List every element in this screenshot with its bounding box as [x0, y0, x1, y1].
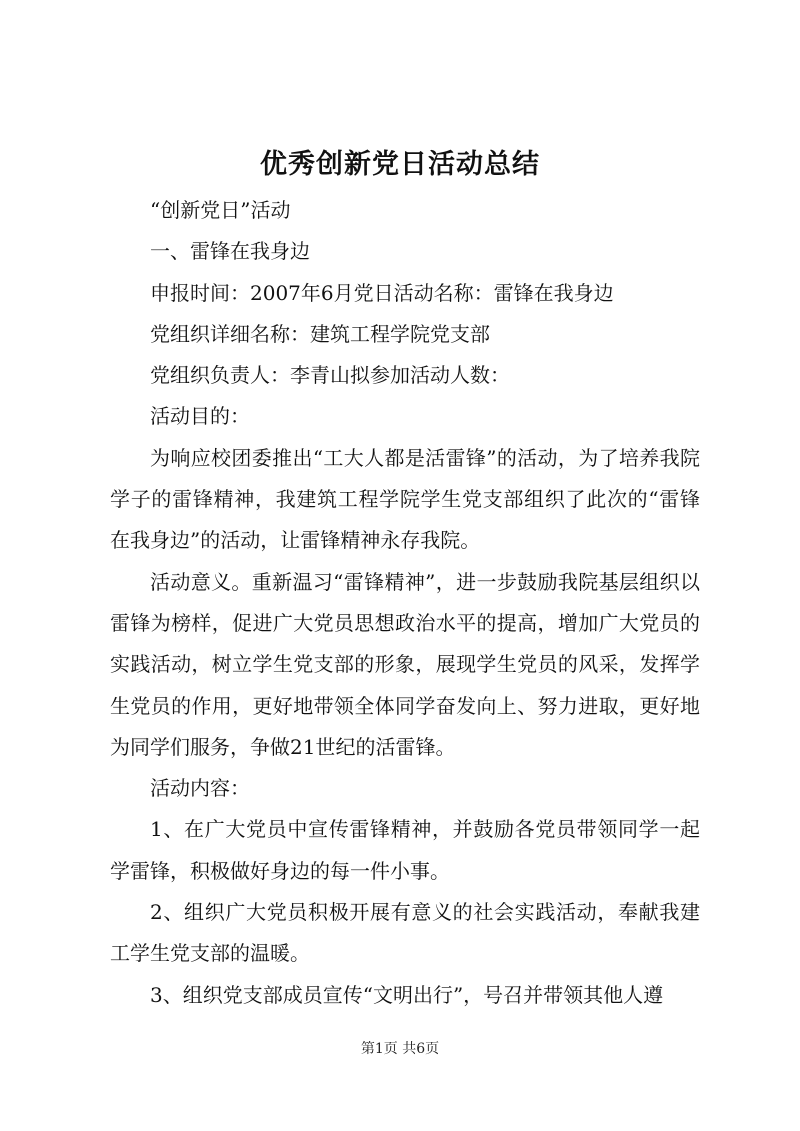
paragraph-report-time: 申报时间：2007年6月党日活动名称：雷锋在我身边 [150, 280, 614, 305]
paragraph-purpose: 为响应校团委推出“工大人都是活雷锋”的活动，为了培养我院学子的雷锋精神，我建筑工程学院学生党支部组织了此次的“雷锋在我身边”的活动，让雷锋精神永存我院。 [110, 445, 700, 553]
page-footer: 第1页 共6页 [360, 1041, 440, 1057]
paragraph-significance: 活动意义。重新温习“雷锋精神”，进一步鼓励我院基层组织以雷锋为榜样，促进广大党员思想政治水平的提高，增加广大党员的实践活动，树立学生党支部的形象，展现学生党员的风采，发挥学生党员的作用，更好地带领全体同学奋发向上、努力进取，更好地为同学们服务，争做21世纪的活雷锋。 [110, 569, 700, 759]
paragraph-content-item-2: 2、组织广大党员积极开展有意义的社会实践活动，奉献我建工学生党支部的温暖。 [110, 900, 700, 966]
paragraph-section-title: 一、雷锋在我身边 [150, 239, 310, 264]
document-body [110, 190, 700, 1016]
paragraph-purpose-label: 活动目的： [150, 404, 250, 429]
paragraph-org-leader: 党组织负责人：李青山拟参加活动人数： [150, 363, 510, 388]
paragraph-content-label: 活动内容： [150, 776, 250, 801]
paragraph-heading-activity: “创新党日”活动 [150, 198, 291, 222]
paragraph-content-item-1: 1、在广大党员中宣传雷锋精神，并鼓励各党员带领同学一起学雷锋，积极做好身边的每一件小事。 [110, 817, 700, 883]
paragraph-org-name: 党组织详细名称：建筑工程学院党支部 [150, 321, 490, 346]
document-title: 优秀创新党日活动总结 [260, 149, 540, 180]
paragraph-content-item-3: 3、组织党支部成员宣传“文明出行”，号召并带领其他人遵 [150, 982, 664, 1007]
